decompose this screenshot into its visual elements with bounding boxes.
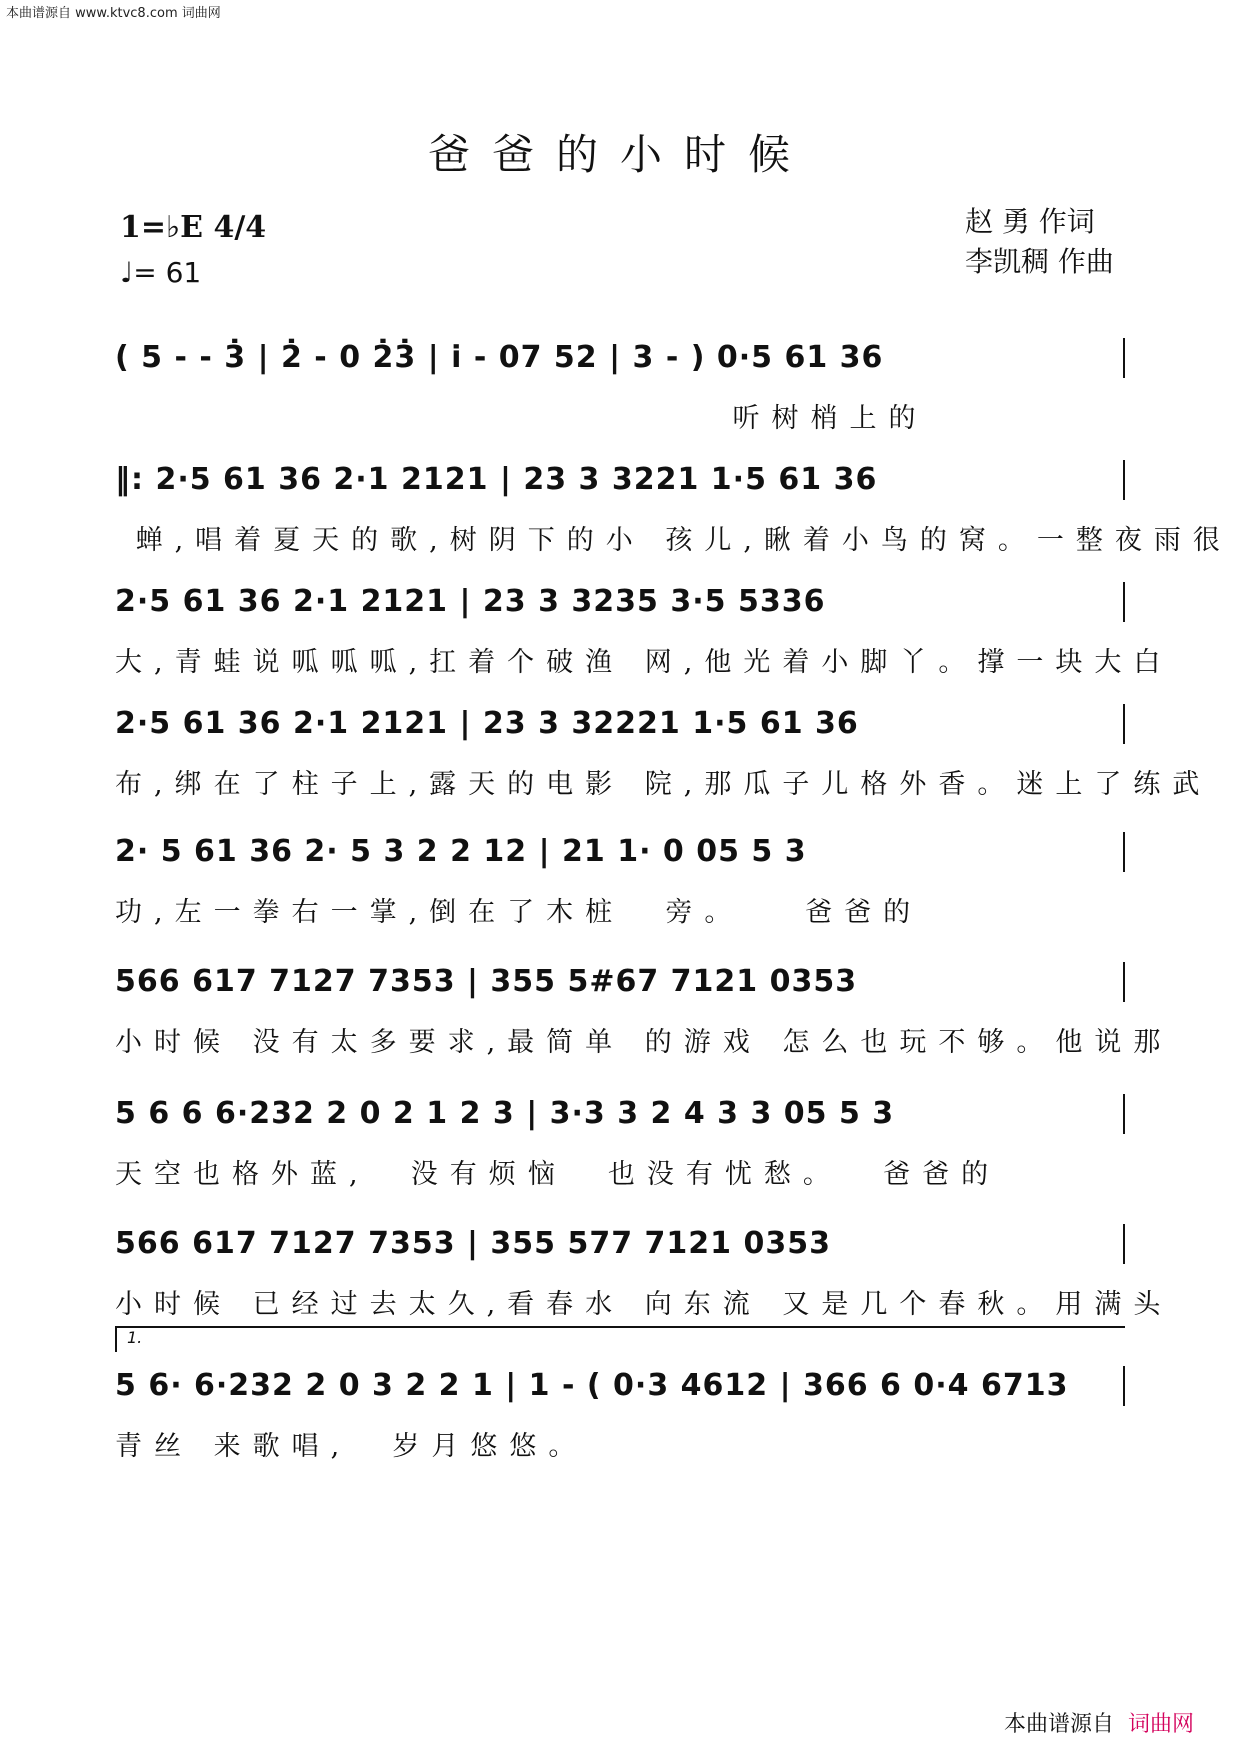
- key-signature: 1=♭E 4/4: [120, 210, 267, 245]
- tempo-marking: ♩= 61: [120, 256, 202, 289]
- barline: [1123, 704, 1125, 744]
- barline: [1123, 582, 1125, 622]
- source-watermark-top: 本曲谱源自 www.ktvc8.com 词曲网: [6, 6, 221, 21]
- volta-bracket: 1.: [115, 1326, 1125, 1352]
- source-watermark-bottom: [1004, 1707, 1194, 1738]
- barline: [1123, 962, 1125, 1002]
- source-label: 本曲谱源自: [1003, 1712, 1114, 1737]
- lyric-line: 小时候 已经过去太久,看春水 向东流 又是几个春秋。用满头: [115, 1289, 1173, 1320]
- notation-line: 2·5 61 36 2·1 2121 | 23 3 32221 1·5 61 36: [115, 706, 859, 741]
- barline: [1123, 460, 1125, 500]
- notation-line: ( 5 - - 3̇ | 2̇ - 0 2̇3̇ | i̇ - 07 52 | 3 - ) 0·5 61 36: [115, 340, 884, 375]
- barline: [1123, 832, 1125, 872]
- notation-line: 2· 5 61 36 2· 5 3 2 2 12 | 21 1· 0 05 5 3: [115, 834, 807, 869]
- song-title: 爸爸的小时候: [427, 130, 812, 179]
- barline: [1123, 338, 1125, 378]
- lyric-line: 功,左一拳右一掌,倒在了木桩 旁。 爸爸的: [115, 897, 923, 928]
- composer-credit: 李凯稠 作曲: [965, 245, 1114, 278]
- lyric-line: 青丝 来歌唱, 岁月悠悠。: [115, 1431, 588, 1462]
- score-system-1: [115, 338, 1125, 438]
- lyricist-credit: 赵 勇 作词: [965, 205, 1095, 238]
- score-system-3: [115, 582, 1173, 682]
- score-system-7: [115, 1094, 1125, 1194]
- score-system-9: [115, 1328, 1125, 1466]
- barline: [1123, 1094, 1125, 1134]
- lyric-line: 大,青蛙说呱呱呱,扛着个破渔 网,他光着小脚丫。撑一块大白: [115, 647, 1173, 678]
- score-system-8: [115, 1224, 1173, 1324]
- lyric-line: 听树梢上的: [115, 403, 928, 434]
- lyric-line: 天空也格外蓝, 没有烦恼 也没有忧愁。 爸爸的: [115, 1159, 1001, 1190]
- notation-line: 566 617 7127 7353 | 355 5#67 7121 0353: [115, 964, 858, 999]
- site-name: 词曲网: [1127, 1712, 1194, 1737]
- score-system-5: [115, 832, 1125, 932]
- score-system-2: [115, 460, 1232, 560]
- notation-line: 5 6· 6·232 2 0 3 2 2 1 | 1 - ( 0·3 4612 | 366 6 0·4 6713: [115, 1368, 1069, 1403]
- notation-line: 5 6 6 6·232 2 0 2 1 2 3 | 3·3 3 2 4 3 3 05 5 3: [115, 1096, 895, 1131]
- notation-line: 2·5 61 36 2·1 2121 | 23 3 3235 3·5 5336: [115, 584, 826, 619]
- score-system-4: [115, 704, 1212, 804]
- notation-line: ‖: 2·5 61 36 2·1 2121 | 23 3 3221 1·5 61 36: [115, 462, 878, 497]
- barline: [1123, 1224, 1125, 1264]
- lyric-line: 小时候 没有太多要求,最简单 的游戏 怎么也玩不够。他说那: [115, 1027, 1173, 1058]
- lyric-line: 蝉,唱着夏天的歌,树阴下的小 孩儿,瞅着小鸟的窝。一整夜雨很: [115, 525, 1232, 556]
- lyric-line: 布,绑在了柱子上,露天的电影 院,那瓜子儿格外香。迷上了练武: [115, 769, 1212, 800]
- notation-line: 566 617 7127 7353 | 355 577 7121 0353: [115, 1226, 831, 1261]
- score-system-6: [115, 962, 1173, 1062]
- barline: [1123, 1366, 1125, 1406]
